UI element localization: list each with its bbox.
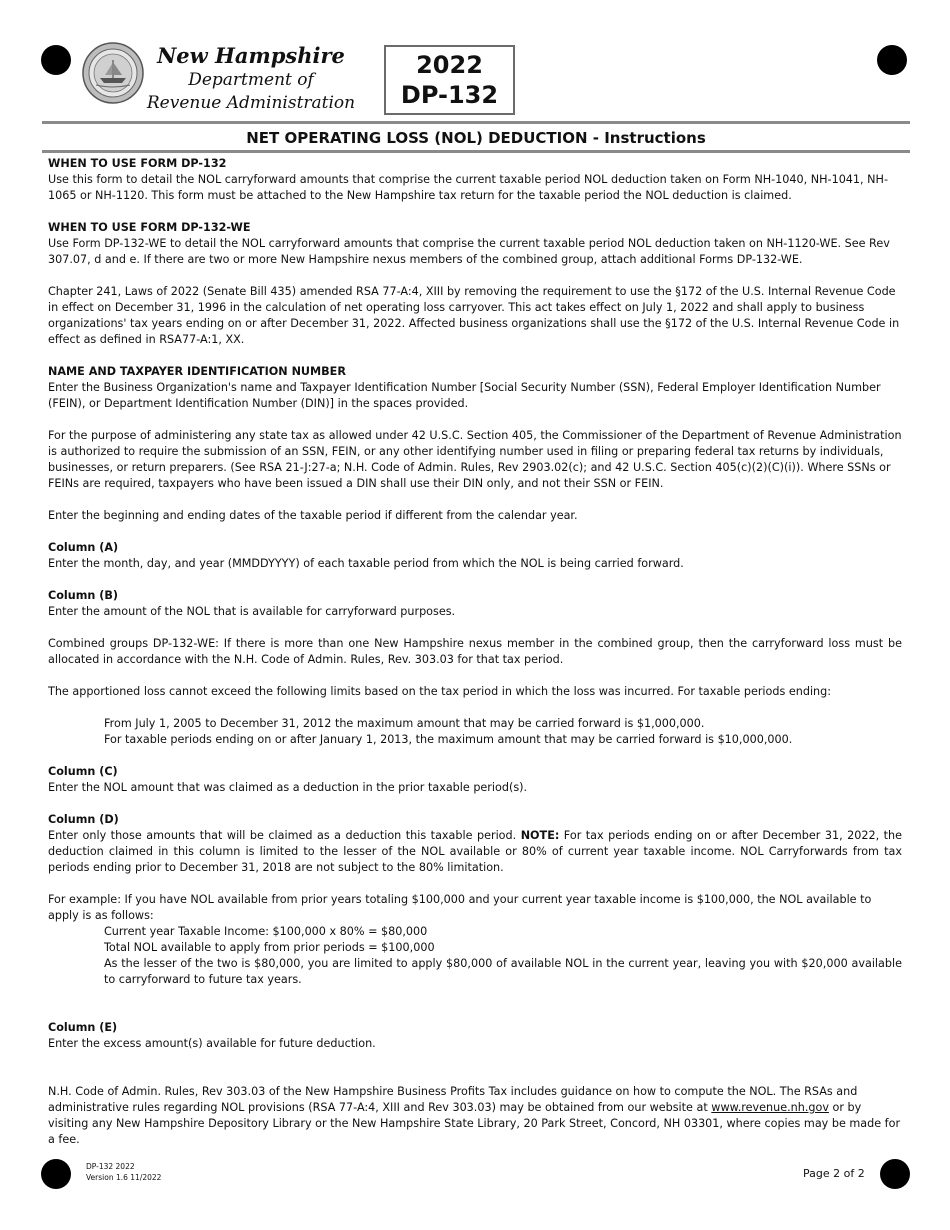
text-run: Enter only those amounts that will be claimed as a deduction this taxable period. [48,829,521,842]
paragraph [48,1084,902,1148]
example-line: Current year Taxable Income: $100,000 x 80% = $80,000 [104,925,428,938]
example-line: Total NOL available to apply from prior periods = $100,000 [104,941,435,954]
form-id-box [384,45,515,115]
state-seal-logo [82,42,144,104]
registration-mark-top-right [877,45,907,75]
header-divider-top [42,121,910,124]
paragraph: Enter the excess amount(s) available for future deduction. [48,1037,376,1050]
footer-version [86,1161,161,1183]
footer-version-text: Version 1.6 11/2022 [86,1173,162,1182]
paragraph: For the purpose of administering any state tax as allowed under 42 U.S.C. Section 405, the Commissioner of the Department of Revenue Administration is authorized to require the submission of an SSN, FEIN, or any other identifying number used in filing or preparing federal tax returns by individuals, businesses, or return preparers. (See RSA 21-J:27-a; N.H. Code of Admin. Rules, Rev 2903.02(c); and 42 U.S.C. Section 405(c)(2)(C)(i)). Where SSNs or FEINs are required, taxpayers who have been issued a DIN shall use their DIN only, and not their SSN or FEIN. [48,429,902,490]
agency-name [146,42,356,115]
section-heading: WHEN TO USE FORM DP-132-WE [48,221,251,234]
paragraph: Combined groups DP-132-WE: If there is more than one New Hampshire nexus member in the combined group, then the carryforward loss must be allocated in accordance with the N.H. Code of Admin. Rules, Rev. 303.03 for that tax period. [48,637,902,666]
paragraph: Enter the Business Organization's name and Taxpayer Identification Number [Social Security Number (SSN), Federal Employer Identification Number (FEIN), or Department Identification Number (DIN)] in the spaces provided. [48,381,881,410]
paragraph [48,828,902,876]
section-heading: Column (A) [48,541,119,554]
example-line: As the lesser of the two is $80,000, you are limited to apply $80,000 of available NOL in the current year, leaving you with $20,000 available to carryforward to future tax years. [104,957,902,986]
paragraph: Chapter 241, Laws of 2022 (Senate Bill 435) amended RSA 77-A:4, XIII by removing the requirement to use the §172 of the U.S. Internal Revenue Code in effect on December 31, 1996 in the calculation of net operating loss carryover. This act takes effect on July 1, 2022 and shall apply to business organizations' tax years ending on or after December 31, 2022. Affected business organizations shall use the §172 of the U.S. Internal Revenue Code in effect as defined in RSA77-A:1, XX. [48,285,900,346]
agency-dept-line2: Revenue Administration [146,93,356,113]
limit-line: From July 1, 2005 to December 31, 2012 the maximum amount that may be carried forward is $1,000,000. [104,717,705,730]
form-year: 2022 [416,51,483,79]
paragraph: The apportioned loss cannot exceed the following limits based on the tax period in which the loss was incurred. For taxable periods ending: [48,685,832,698]
paragraph: Enter the month, day, and year (MMDDYYYY) of each taxable period from which the NOL is being carried forward. [48,557,684,570]
note-label: NOTE: [520,829,560,842]
registration-mark-top-left [41,45,71,75]
page-title: NET OPERATING LOSS (NOL) DEDUCTION - Instructions [246,129,706,147]
section-heading: NAME AND TAXPAYER IDENTIFICATION NUMBER [48,365,346,378]
paragraph: For example: If you have NOL available from prior years totaling $100,000 and your current year taxable income is $100,000, the NOL available to apply is as follows: [48,893,872,922]
website-link[interactable]: www.revenue.nh.gov [711,1101,829,1114]
text-run: For tax periods ending on or after December 31, 2022, the deduction claimed in this column is limited to the lesser of the NOL available or 80% of current year taxable income. NOL Carryforwards from tax periods ending prior to December 31, 2018 are not subject to the 80% limitation. [48,829,903,874]
text-run: or by visiting any New Hampshire Depository Library or the New Hampshire State Library, 20 Park Street, Concord, NH 03301, where copies may be made for a fee. [48,1101,901,1146]
header-divider-bottom [42,150,910,153]
agency-state: New Hampshire [157,43,345,68]
paragraph: Enter the NOL amount that was claimed as a deduction in the prior taxable period(s). [48,781,528,794]
text-run: N.H. Code of Admin. Rules, Rev 303.03 of the New Hampshire Business Profits Tax includes guidance on how to compute the NOL. The RSAs and administrative rules regarding NOL provisions (RSA 77-A:4, XIII and Rev 303.03) may be obtained from our website at [48,1085,858,1114]
limit-line: For taxable periods ending on or after January 1, 2013, the maximum amount that may be carried forward is $10,000,000. [104,733,793,746]
paragraph: Enter the amount of the NOL that is available for carryforward purposes. [48,605,456,618]
footer-form-year: DP-132 2022 [86,1162,135,1171]
section-heading: Column (D) [48,813,119,826]
section-heading: Column (B) [48,589,118,602]
instructions-body [48,156,902,1164]
page-number: Page 2 of 2 [803,1167,865,1180]
section-heading: Column (E) [48,1021,118,1034]
paragraph: Use Form DP-132-WE to detail the NOL carryforward amounts that comprise the current taxable period NOL deduction taken on NH-1120-WE. See Rev 307.07, d and e. If there are two or more New Hampshire nexus members of the combined group, attach additional Forms DP-132-WE. [48,237,890,266]
form-code: DP-132 [400,81,499,109]
paragraph: Use this form to detail the NOL carryforward amounts that comprise the current taxable period NOL deduction taken on Form NH-1040, NH-1041, NH-1065 or NH-1120. This form must be attached to the New Hampshire tax return for the taxable period the NOL deduction is claimed. [48,173,888,202]
agency-dept-line1: Department of [188,70,314,90]
section-heading: WHEN TO USE FORM DP-132 [48,157,227,170]
paragraph: Enter the beginning and ending dates of the taxable period if different from the calendar year. [48,509,578,522]
section-heading: Column (C) [48,765,118,778]
